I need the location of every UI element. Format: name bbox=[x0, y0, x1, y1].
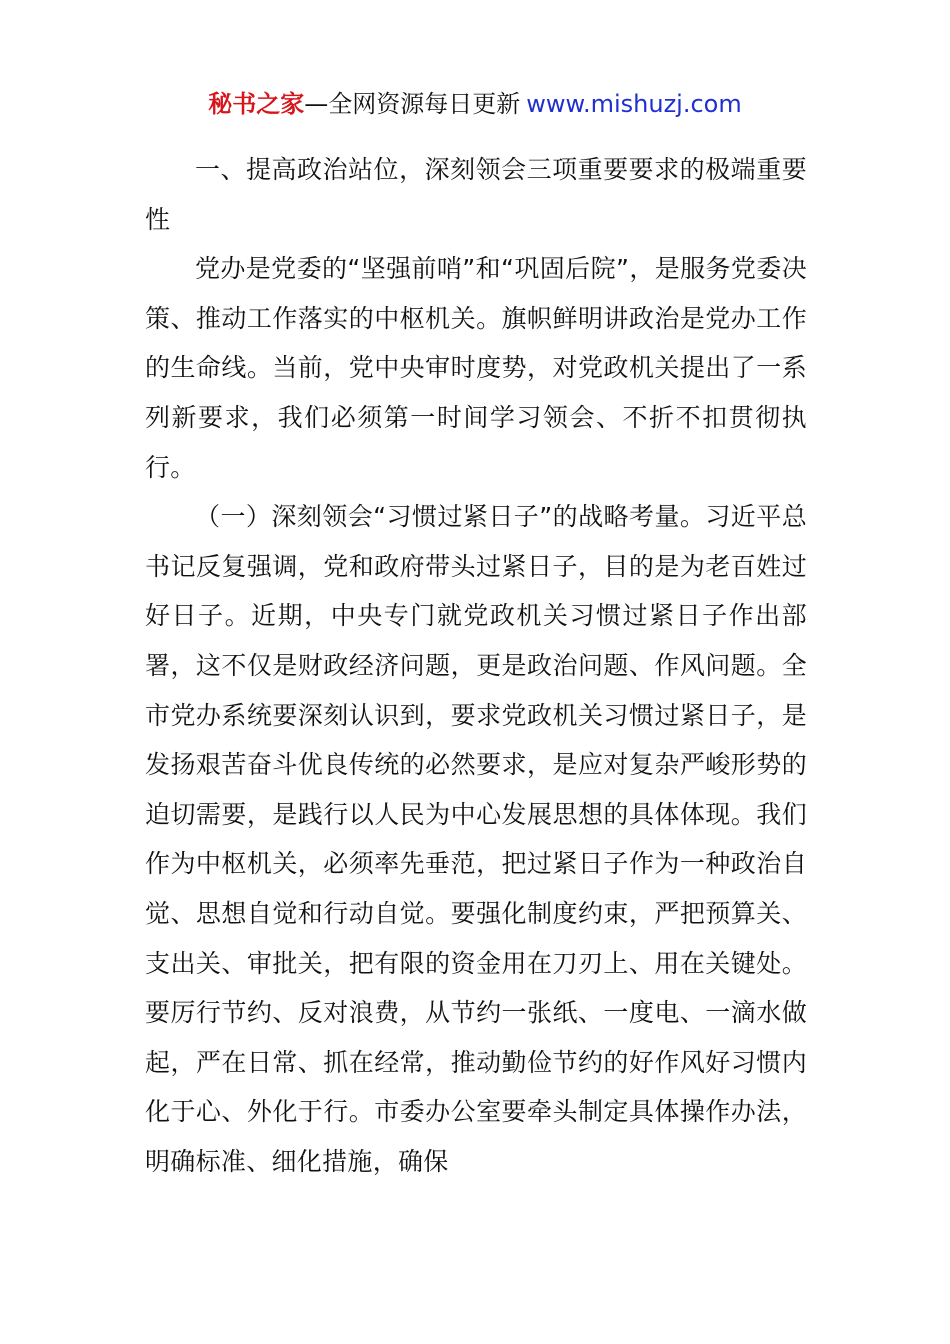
paragraph-tight-budget: （一）深刻领会“习惯过紧日子”的战略考量。习近平总书记反复强调，党和政府带头过紧日子，目的是为老百姓过好日子。近期，中央专门就党政机关习惯过紧日子作出部署，这不仅是财政经济问题，更是政治问题、作风问题。全市党办系统要深刻认识到，要求党政机关习惯过紧日子，是发扬艰苦奋斗优良传统的必然要求，是应对复杂严峻形势的迫切需要，是践行以人民为中心发展思想的具体体现。我们作为中枢机关，必须率先垂范，把过紧日子作为一种政治自觉、思想自觉和行动自觉。要强化制度约束，严把预算关、支出关、审批关，把有限的资金用在刀刃上、用在关键处。要厉行节约、反对浪费，从节约一张纸、一度电、一滴水做起，严在日常、抓在经常，推动勤俭节约的好作风好习惯内化于心、外化于行。市委办公室要牵头制定具体操作办法，明确标准、细化措施，确保 bbox=[145, 502, 807, 1176]
brand-name: 秘书之家 bbox=[208, 90, 305, 118]
paragraph-intro: 党办是党委的“坚强前哨”和“巩固后院”，是服务党委决策、推动工作落实的中枢机关。旗帜鲜明讲政治是党办工作的生命线。当前，党中央审时度势，对党政机关提出了一系列新要求，我们必须第一时间学习领会、不折不扣贯彻执行。 bbox=[145, 254, 807, 482]
document-body bbox=[145, 145, 807, 1186]
site-url-link[interactable]: www.mishuzj.com bbox=[526, 90, 742, 118]
header-dash: — bbox=[304, 90, 329, 118]
header-tagline: 全网资源每日更新 bbox=[328, 90, 521, 118]
site-header bbox=[0, 86, 950, 122]
section-heading: 一、提高政治站位，深刻领会三项重要要求的极端重要性 bbox=[145, 155, 807, 234]
